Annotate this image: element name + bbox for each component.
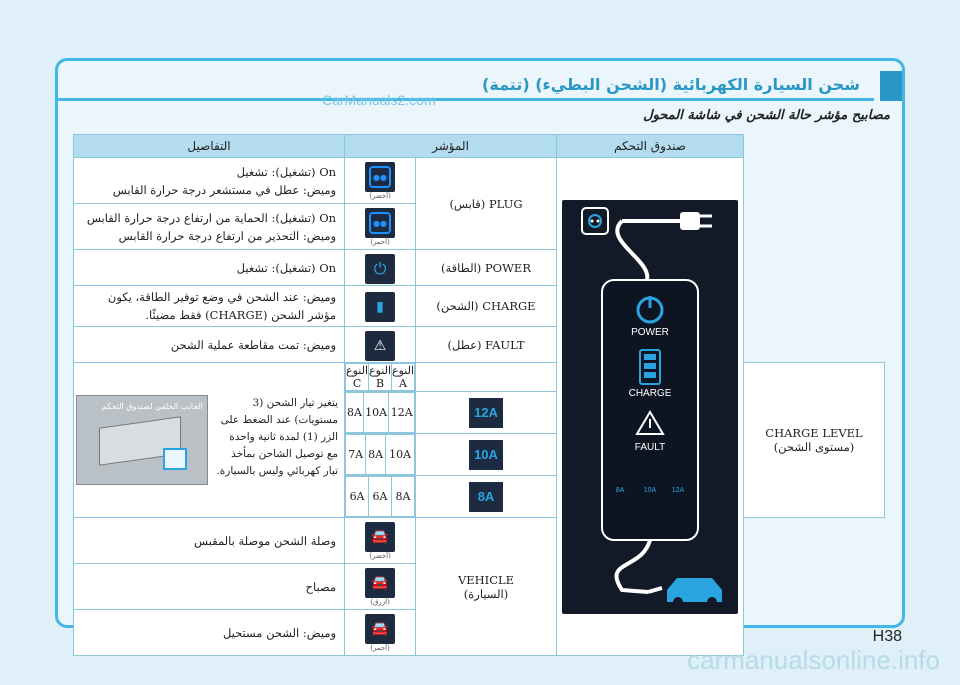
amp-10-cell <box>416 434 557 476</box>
page-number: H38 <box>872 628 902 645</box>
level-row-3 <box>345 476 416 518</box>
level-photo-block <box>74 393 210 487</box>
plug-red-on: On (تشغيل): الحماية من ارتفاع درجة حرارة القابس <box>86 210 337 225</box>
indicator-table <box>73 134 885 656</box>
power-icon: ⏻ <box>365 254 395 284</box>
vehicle-red-icon-cell <box>345 610 416 656</box>
panel-level-10a: 10A <box>643 486 657 494</box>
power-detail: On (تشغيل): تشغيل <box>74 250 345 286</box>
section-subtitle: مصابيح مؤشر حالة الشحن في شاشة المحول <box>643 108 890 123</box>
level-row-2 <box>345 434 416 476</box>
level-text-1: يتغير تيار الشحن (3 <box>252 397 339 409</box>
level-1-type-b: 10A <box>363 393 389 433</box>
power-name: POWER (الطاقة) <box>416 250 557 286</box>
watermark: CarManuals2.com <box>322 92 436 108</box>
amp-10-icon: 10A <box>469 440 503 470</box>
level-2-type-c: 7A <box>346 435 366 475</box>
plug-green-icon-cell <box>345 158 416 204</box>
level-row-1-grid <box>345 392 415 433</box>
panel-charge-label: CHARGE <box>628 387 672 399</box>
title-bar <box>58 71 902 101</box>
power-icon-cell <box>345 250 416 286</box>
car-blue-icon: 🚘 <box>365 568 395 598</box>
plug-name: PLUG (قابس) <box>416 158 557 250</box>
plug-green-detail <box>74 158 345 204</box>
controller-panel-cell <box>557 158 744 656</box>
level-detail-layout <box>74 393 344 487</box>
header-details: التفاصيل <box>74 135 345 158</box>
level-detail-cell <box>74 363 345 518</box>
page-title: شحن السيارة الكهربائية (الشحن البطيء) (تتمة) <box>482 75 860 94</box>
panel-level-12a: 12A <box>671 486 685 494</box>
socket-icon <box>582 208 608 234</box>
plug-red-flash: وميض: التحذير من ارتفاع درجة حرارة القابس <box>118 228 337 243</box>
level-text-5: تيار كهربائي وليس بالسيارة. <box>216 465 339 477</box>
charge-name: CHARGE (الشحن) <box>416 286 557 327</box>
level-row-2-grid <box>345 434 415 475</box>
vehicle-green-detail: وصلة الشحن موصلة بالمقبس <box>74 518 345 564</box>
fault-name: FAULT (عطل) <box>416 327 557 363</box>
vehicle-name <box>416 518 557 656</box>
level-1-type-a: 12A <box>389 393 415 433</box>
plug-green-label: (أخضر) <box>369 192 391 200</box>
level-type-headers <box>345 363 415 391</box>
plug-green-on: On (تشغيل): تشغيل <box>236 164 337 179</box>
level-text-4: مع توصيل الشاحن بمأخذ <box>231 448 339 460</box>
charge-detail: وميض: عند الشحن في وضع توفير الطاقة، يكون مؤشر الشحن (CHARGE) فقط مضيئًا. <box>74 286 345 327</box>
panel-power-label: POWER <box>631 326 669 338</box>
amp-8-cell <box>416 476 557 518</box>
amp-12-cell <box>416 392 557 434</box>
plug-red-detail <box>74 204 345 250</box>
plug-green-flash: وميض: عطل في مستشعر درجة حرارة القابس <box>112 182 337 197</box>
level-3-type-b: 6A <box>369 477 392 517</box>
level-1-type-c: 8A <box>346 393 364 433</box>
vehicle-blue-icon-cell <box>345 564 416 610</box>
amp-12-icon: 12A <box>469 398 503 428</box>
level-3-type-a: 8A <box>392 477 415 517</box>
panel-level-8a: 8A <box>615 486 625 494</box>
level-name-en: CHARGE LEVEL <box>765 426 863 440</box>
vehicle-green-label: (أخضر) <box>369 552 391 560</box>
level-header-spacer <box>416 363 557 392</box>
title-marker <box>880 71 902 101</box>
battery-icon: ▮ <box>365 292 395 322</box>
type-a-header: النوع A <box>392 364 414 390</box>
charge-icon-cell <box>345 286 416 327</box>
level-3-type-c: 6A <box>346 477 369 517</box>
level-2-type-b: 8A <box>366 435 386 475</box>
fault-detail: وميض: تمت مقاطعة عملية الشحن <box>74 327 345 363</box>
vehicle-name-en: VEHICLE <box>457 572 515 587</box>
vehicle-name-ar: (السيارة) <box>463 586 509 601</box>
level-name-ar: (مستوى الشحن) <box>773 440 855 454</box>
controller-panel <box>562 200 738 614</box>
header-indicator: المؤشر <box>345 135 557 158</box>
level-types-cell <box>345 363 416 392</box>
controller-back-photo <box>76 395 208 485</box>
level-row-3-grid <box>345 476 415 517</box>
vehicle-red-detail: وميض: الشحن مستحيل <box>74 610 345 656</box>
vehicle-green-icon-cell <box>345 518 416 564</box>
footer-watermark: carmanualsonline.info <box>687 645 940 675</box>
type-c-header: النوع C <box>346 364 369 390</box>
controller-illustration <box>562 200 738 614</box>
panel-fault-label: FAULT <box>634 441 666 453</box>
plug-red-icon-cell <box>345 204 416 250</box>
plug-red-label: (أحمر) <box>370 238 390 246</box>
car-red-icon: 🚘 <box>365 614 395 644</box>
fault-icon-cell <box>345 327 416 363</box>
level-text-block <box>210 393 344 487</box>
warning-icon: ⚠ <box>365 331 395 361</box>
type-b-header: النوع B <box>369 364 392 390</box>
vehicle-blue-detail: مصباح <box>74 564 345 610</box>
level-text-2: مستويات) عند الضغط على <box>220 414 339 426</box>
amp-8-icon: 8A <box>469 482 503 512</box>
photo-caption: الجانب الخلفي لصندوق التحكم <box>101 402 203 411</box>
level-row-1 <box>345 392 416 434</box>
vehicle-red-label: (أحمر) <box>370 644 390 652</box>
vehicle-blue-label: (أزرق) <box>370 598 390 606</box>
level-text-3: الزر (1) لمدة ثانية واحدة <box>229 431 339 443</box>
plug-red-icon: ●● <box>365 208 395 238</box>
plug-icon: ●● <box>365 162 395 192</box>
car-green-icon: 🚘 <box>365 522 395 552</box>
level-2-type-a: 10A <box>386 435 415 475</box>
header-controller: صندوق التحكم <box>557 135 744 158</box>
level-name <box>744 363 885 518</box>
